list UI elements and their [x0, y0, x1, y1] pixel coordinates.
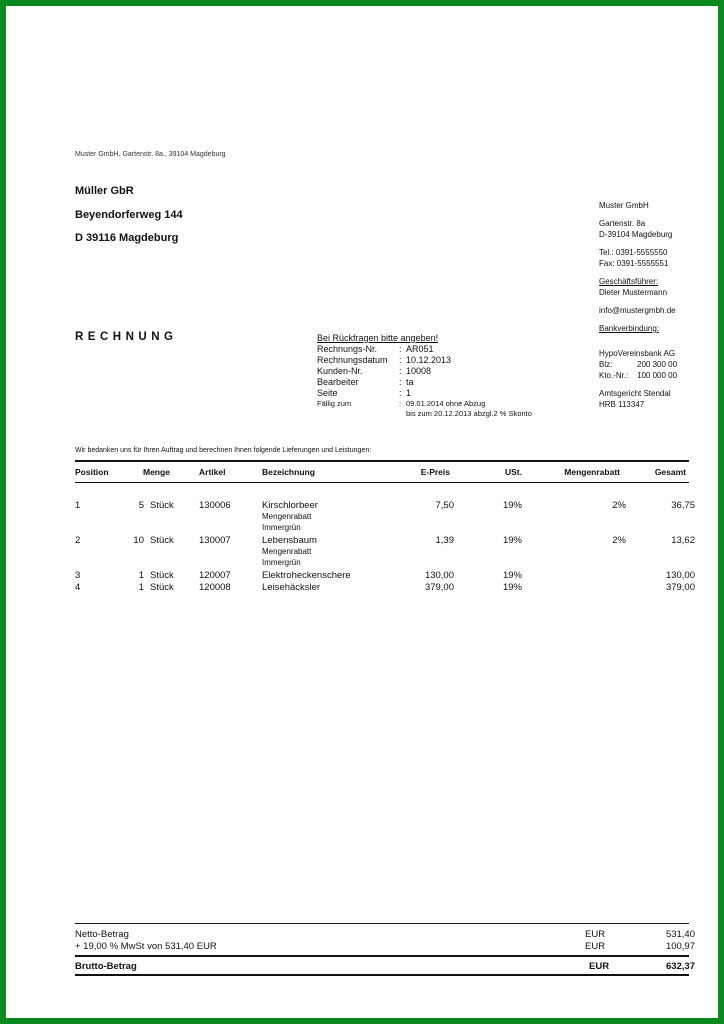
meta-value: 10.12.2013	[406, 355, 452, 365]
item-unit-price: 7,50	[435, 500, 454, 511]
gross-value: 632,37	[665, 961, 695, 972]
item-total: 130,00	[665, 570, 695, 581]
item-unit: Stück	[150, 570, 174, 581]
company-city: D-39104 Magdeburg	[599, 230, 673, 239]
item-vat: 19%	[502, 535, 522, 546]
bank-label: Bankverbindung:	[599, 324, 660, 333]
item-quantity: 5	[138, 500, 144, 511]
gf-name: Dieter Mustermann	[599, 288, 668, 297]
invoice-meta	[317, 333, 532, 419]
meta-heading: Bei Rückfragen bitte angeben!	[317, 333, 439, 343]
recipient-name: Müller GbR	[75, 185, 134, 197]
item-unit: Stück	[150, 500, 174, 511]
item-article: 130006	[199, 500, 231, 511]
company-email: info@mustergmbh.de	[599, 306, 676, 315]
blz-row	[599, 359, 709, 370]
document-title: RECHNUNG	[75, 331, 178, 343]
item-discount: 2%	[612, 500, 626, 511]
meta-row-skonto	[317, 409, 532, 419]
col-header-epreis: E-Preis	[420, 467, 450, 477]
totals-top-rule	[75, 923, 689, 924]
net-label: Netto-Betrag	[75, 929, 129, 940]
item-total: 36,75	[671, 500, 695, 511]
company-name: Muster GmbH	[599, 201, 649, 210]
col-header-artikel: Artikel	[199, 467, 226, 477]
meta-row: Rechnungs-Nr. : AR051	[317, 344, 434, 354]
meta-value: AR051	[406, 344, 434, 354]
item-description: Kirschlorbeer	[262, 500, 318, 511]
blz-value: 200 300 00	[637, 360, 678, 369]
item-description: Leisehäcksler	[262, 582, 321, 593]
meta-key: Rechnungs-Nr.	[317, 344, 378, 354]
item-unit-price: 130,00	[424, 570, 454, 581]
item-quantity: 1	[138, 570, 144, 581]
meta-key: Seite	[317, 388, 338, 398]
kto-value: 100 000 00	[637, 371, 678, 380]
item-position: 1	[75, 500, 81, 511]
col-header-menge: Menge	[143, 467, 170, 477]
item-unit: Stück	[150, 582, 174, 593]
company-fax: Fax: 0391-5555551	[599, 259, 669, 268]
item-article: 130007	[199, 535, 231, 546]
meta-key: Rechnungsdatum	[317, 355, 388, 365]
item-subtext: Immergrün	[262, 523, 301, 532]
col-header-ust: USt.	[505, 467, 522, 477]
kto-row	[599, 370, 709, 381]
item-quantity: 10	[133, 535, 144, 546]
meta-key: Kunden-Nr.	[317, 366, 363, 376]
gf-label: Geschäftsführer:	[599, 277, 659, 286]
item-article: 120008	[199, 582, 231, 593]
col-header-position: Position	[75, 467, 109, 477]
meta-value: 1	[406, 388, 412, 398]
item-unit: Stück	[150, 535, 174, 546]
gross-top-rule	[75, 955, 689, 957]
company-tel: Tel.: 0391-5555550	[599, 248, 668, 257]
item-position: 4	[75, 582, 81, 593]
col-header-mengenrabatt: Mengenrabatt	[564, 467, 620, 477]
item-vat: 19%	[502, 570, 522, 581]
item-subtext: Mengenrabatt	[262, 547, 312, 556]
table-header-rule	[75, 482, 689, 483]
item-unit-price: 1,39	[435, 535, 454, 546]
meta-key: Fällig zum	[317, 399, 352, 408]
table-top-rule	[75, 460, 689, 462]
meta-row: Fällig zum : 09.01.2014 ohne Abzug	[317, 399, 486, 408]
gross-label: Brutto-Betrag	[75, 961, 137, 972]
gross-currency: EUR	[589, 961, 610, 972]
col-header-gesamt: Gesamt	[654, 467, 686, 477]
item-position: 2	[75, 535, 81, 546]
meta-row: Kunden-Nr. : 10008	[317, 366, 432, 376]
col-header-bezeichnung: Bezeichnung	[262, 467, 315, 477]
vat-currency: EUR	[585, 941, 606, 952]
sender-line: Muster GmbH, Gartenstr. 8a., 39104 Magdeburg	[75, 151, 226, 158]
item-subtext: Mengenrabatt	[262, 512, 312, 521]
item-unit-price: 379,00	[424, 582, 454, 593]
item-discount: 2%	[612, 535, 626, 546]
item-position: 3	[75, 570, 81, 581]
gross-bottom-rule	[75, 974, 689, 976]
company-info	[599, 200, 709, 410]
kto-label: Kto.-Nr.:	[599, 371, 629, 380]
meta-row: Bearbeiter : ta	[317, 377, 414, 387]
hrb: HRB 113347	[599, 400, 645, 409]
meta-value: bis zum 20.12.2013 abzgl.2 % Skonto	[406, 409, 532, 418]
meta-row: Rechnungsdatum : 10.12.2013	[317, 355, 452, 365]
intro-text: Wir bedanken uns für Ihren Auftrag und berechnen Ihnen folgende Lieferungen und Leistungen:	[75, 447, 372, 454]
item-total: 13,62	[671, 535, 695, 546]
vat-label: + 19,00 % MwSt von 531,40 EUR	[75, 941, 217, 952]
item-description: Elektroheckenschere	[262, 570, 351, 581]
net-value: 531,40	[665, 929, 695, 940]
item-vat: 19%	[502, 582, 522, 593]
recipient-street: Beyendorferweg 144	[75, 209, 183, 221]
blz-label: Blz:	[599, 360, 613, 369]
recipient-city: D 39116 Magdeburg	[75, 232, 179, 244]
item-total: 379,00	[665, 582, 695, 593]
meta-value: 09.01.2014 ohne Abzug	[406, 399, 486, 408]
vat-value: 100,97	[665, 941, 695, 952]
meta-value: 10008	[406, 366, 432, 376]
company-street: Gartenstr. 8a	[599, 219, 646, 228]
meta-row: Seite : 1	[317, 388, 412, 398]
item-vat: 19%	[502, 500, 522, 511]
item-article: 120007	[199, 570, 231, 581]
item-description: Lebensbaum	[262, 535, 317, 546]
bank-name: HypoVereinsbank AG	[599, 349, 676, 358]
meta-key: Bearbeiter	[317, 377, 359, 387]
item-subtext: Immergrün	[262, 558, 301, 567]
item-quantity: 1	[138, 582, 144, 593]
net-currency: EUR	[585, 929, 606, 940]
meta-value: ta	[406, 377, 414, 387]
court: Amtsgericht Stendal	[599, 389, 671, 398]
